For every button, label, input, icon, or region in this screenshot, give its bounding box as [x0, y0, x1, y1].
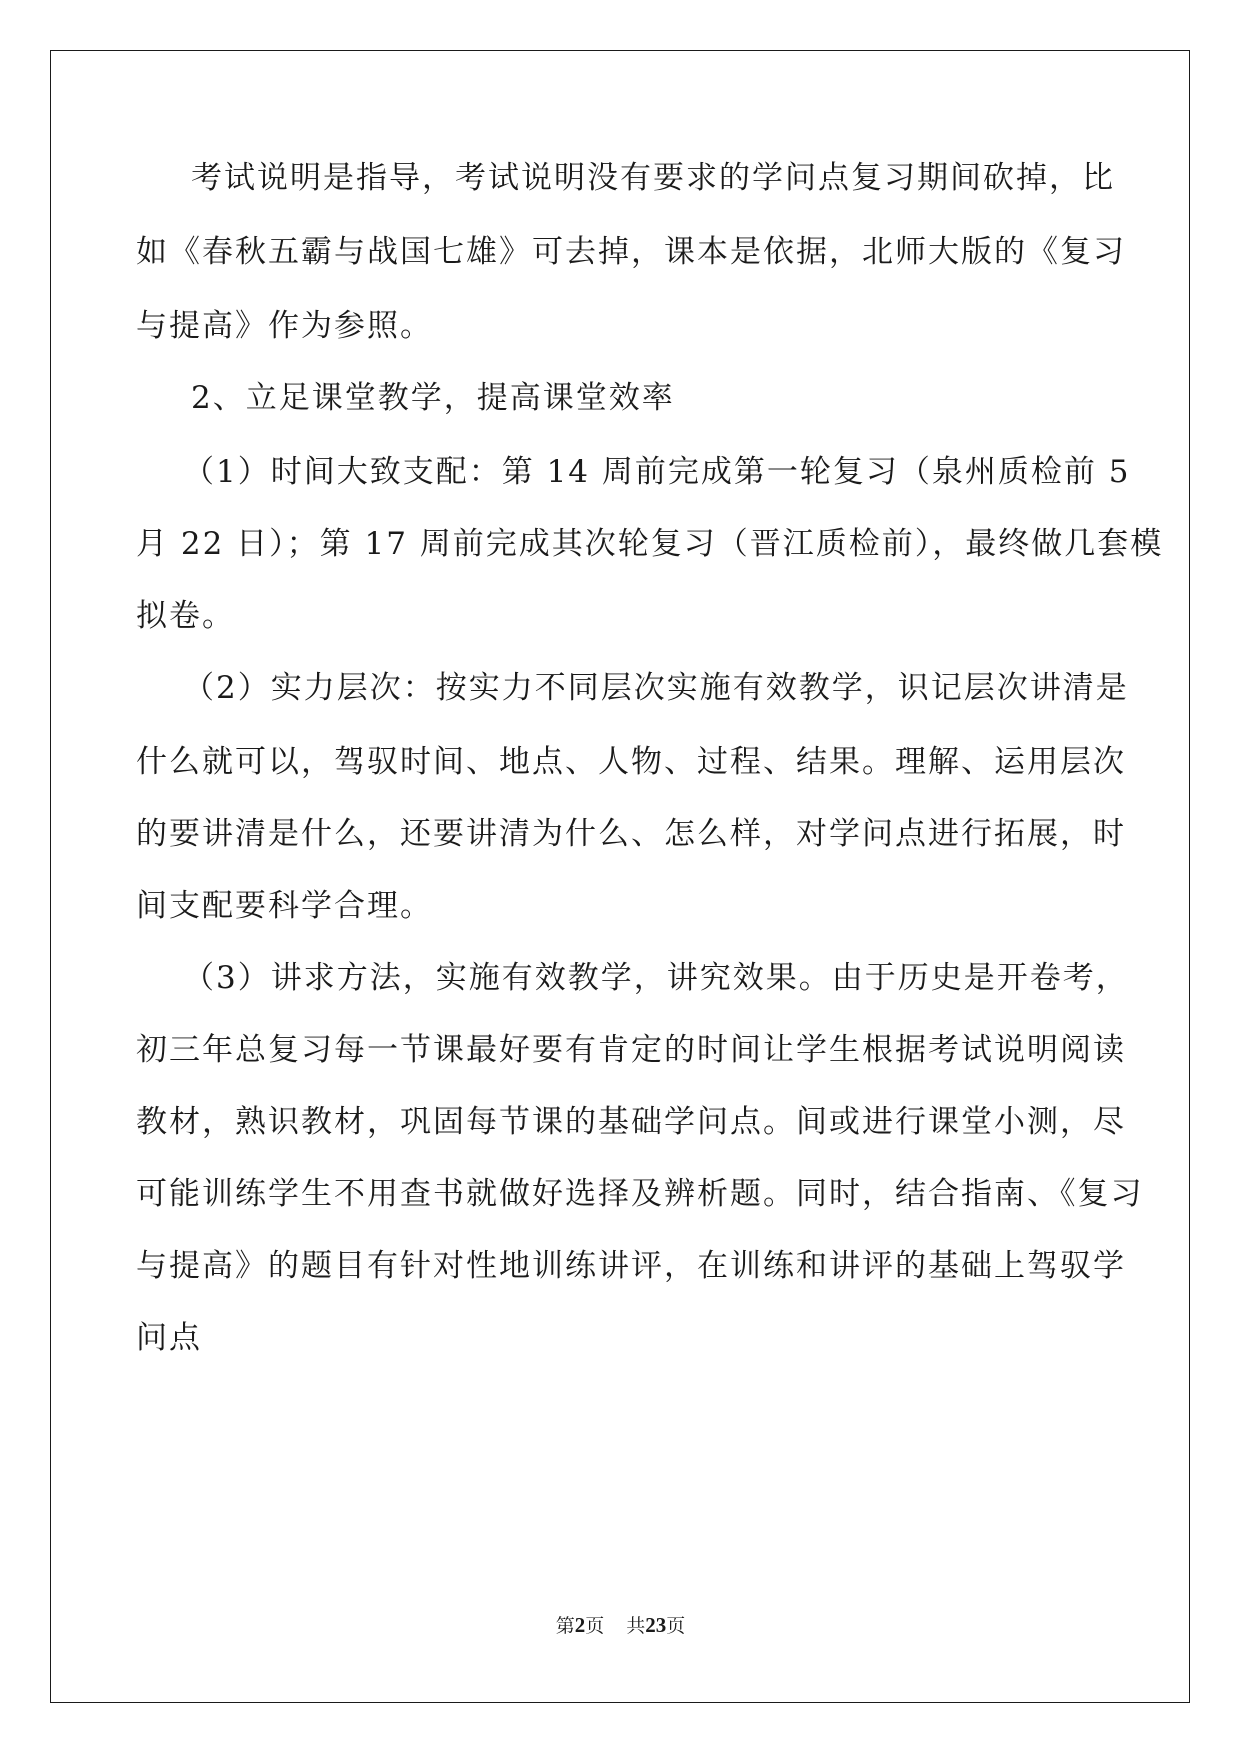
paragraph-1-line-2: 如《春秋五霸与战国七雄》可去掉，课本是依据，北师大版的《复习 — [136, 234, 1126, 270]
page-border — [50, 50, 1190, 1703]
paragraph-3-line-2: 月 22 日）；第 17 周前完成其次轮复习（晋江质检前），最终做几套模 — [136, 526, 1164, 562]
paragraph-4-line-2: 什么就可以，驾驭时间、地点、人物、过程、结果。理解、运用层次 — [136, 744, 1126, 780]
paragraph-3-line-1: （1）时间大致支配：第 14 周前完成第一轮复习（泉州质检前 5 — [183, 454, 1131, 490]
paragraph-5-line-6: 问点 — [136, 1320, 202, 1356]
paragraph-5-line-2: 初三年总复习每一节课最好要有肯定的时间让学生根据考试说明阅读 — [136, 1032, 1126, 1068]
footer-page-number: 2 — [574, 1613, 586, 1637]
paragraph-4-line-3: 的要讲清是什么，还要讲清为什么、怎么样，对学问点进行拓展，时 — [136, 816, 1126, 852]
footer-page-suffix: 页 — [585, 1615, 605, 1637]
paragraph-4-line-1: （2）实力层次：按实力不同层次实施有效教学，识记层次讲清是 — [183, 670, 1129, 706]
paragraph-1-line-1: 考试说明是指导，考试说明没有要求的学问点复习期间砍掉，比 — [191, 160, 1115, 196]
footer-page-prefix: 第 — [555, 1615, 575, 1637]
paragraph-4-line-4: 间支配要科学合理。 — [136, 888, 433, 924]
footer-total-prefix: 共 — [626, 1615, 646, 1637]
footer-total-suffix: 页 — [666, 1615, 686, 1637]
page-footer — [0, 1611, 1241, 1638]
paragraph-5-line-1: （3）讲求方法，实施有效教学，讲究效果。由于历史是开卷考， — [183, 960, 1129, 996]
paragraph-1-line-3: 与提高》作为参照。 — [136, 308, 433, 344]
paragraph-3-line-3: 拟卷。 — [136, 598, 235, 634]
paragraph-5-line-4: 可能训练学生不用查书就做好选择及辨析题。同时，结合指南、《复习 — [136, 1176, 1144, 1212]
footer-total-pages: 23 — [645, 1613, 667, 1637]
paragraph-5-line-3: 教材，熟识教材，巩固每节课的基础学问点。间或进行课堂小测，尽 — [136, 1104, 1126, 1140]
section-heading-2: 2、立足课堂教学，提高课堂效率 — [191, 380, 675, 416]
paragraph-5-line-5: 与提高》的题目有针对性地训练讲评，在训练和讲评的基础上驾驭学 — [136, 1248, 1126, 1284]
